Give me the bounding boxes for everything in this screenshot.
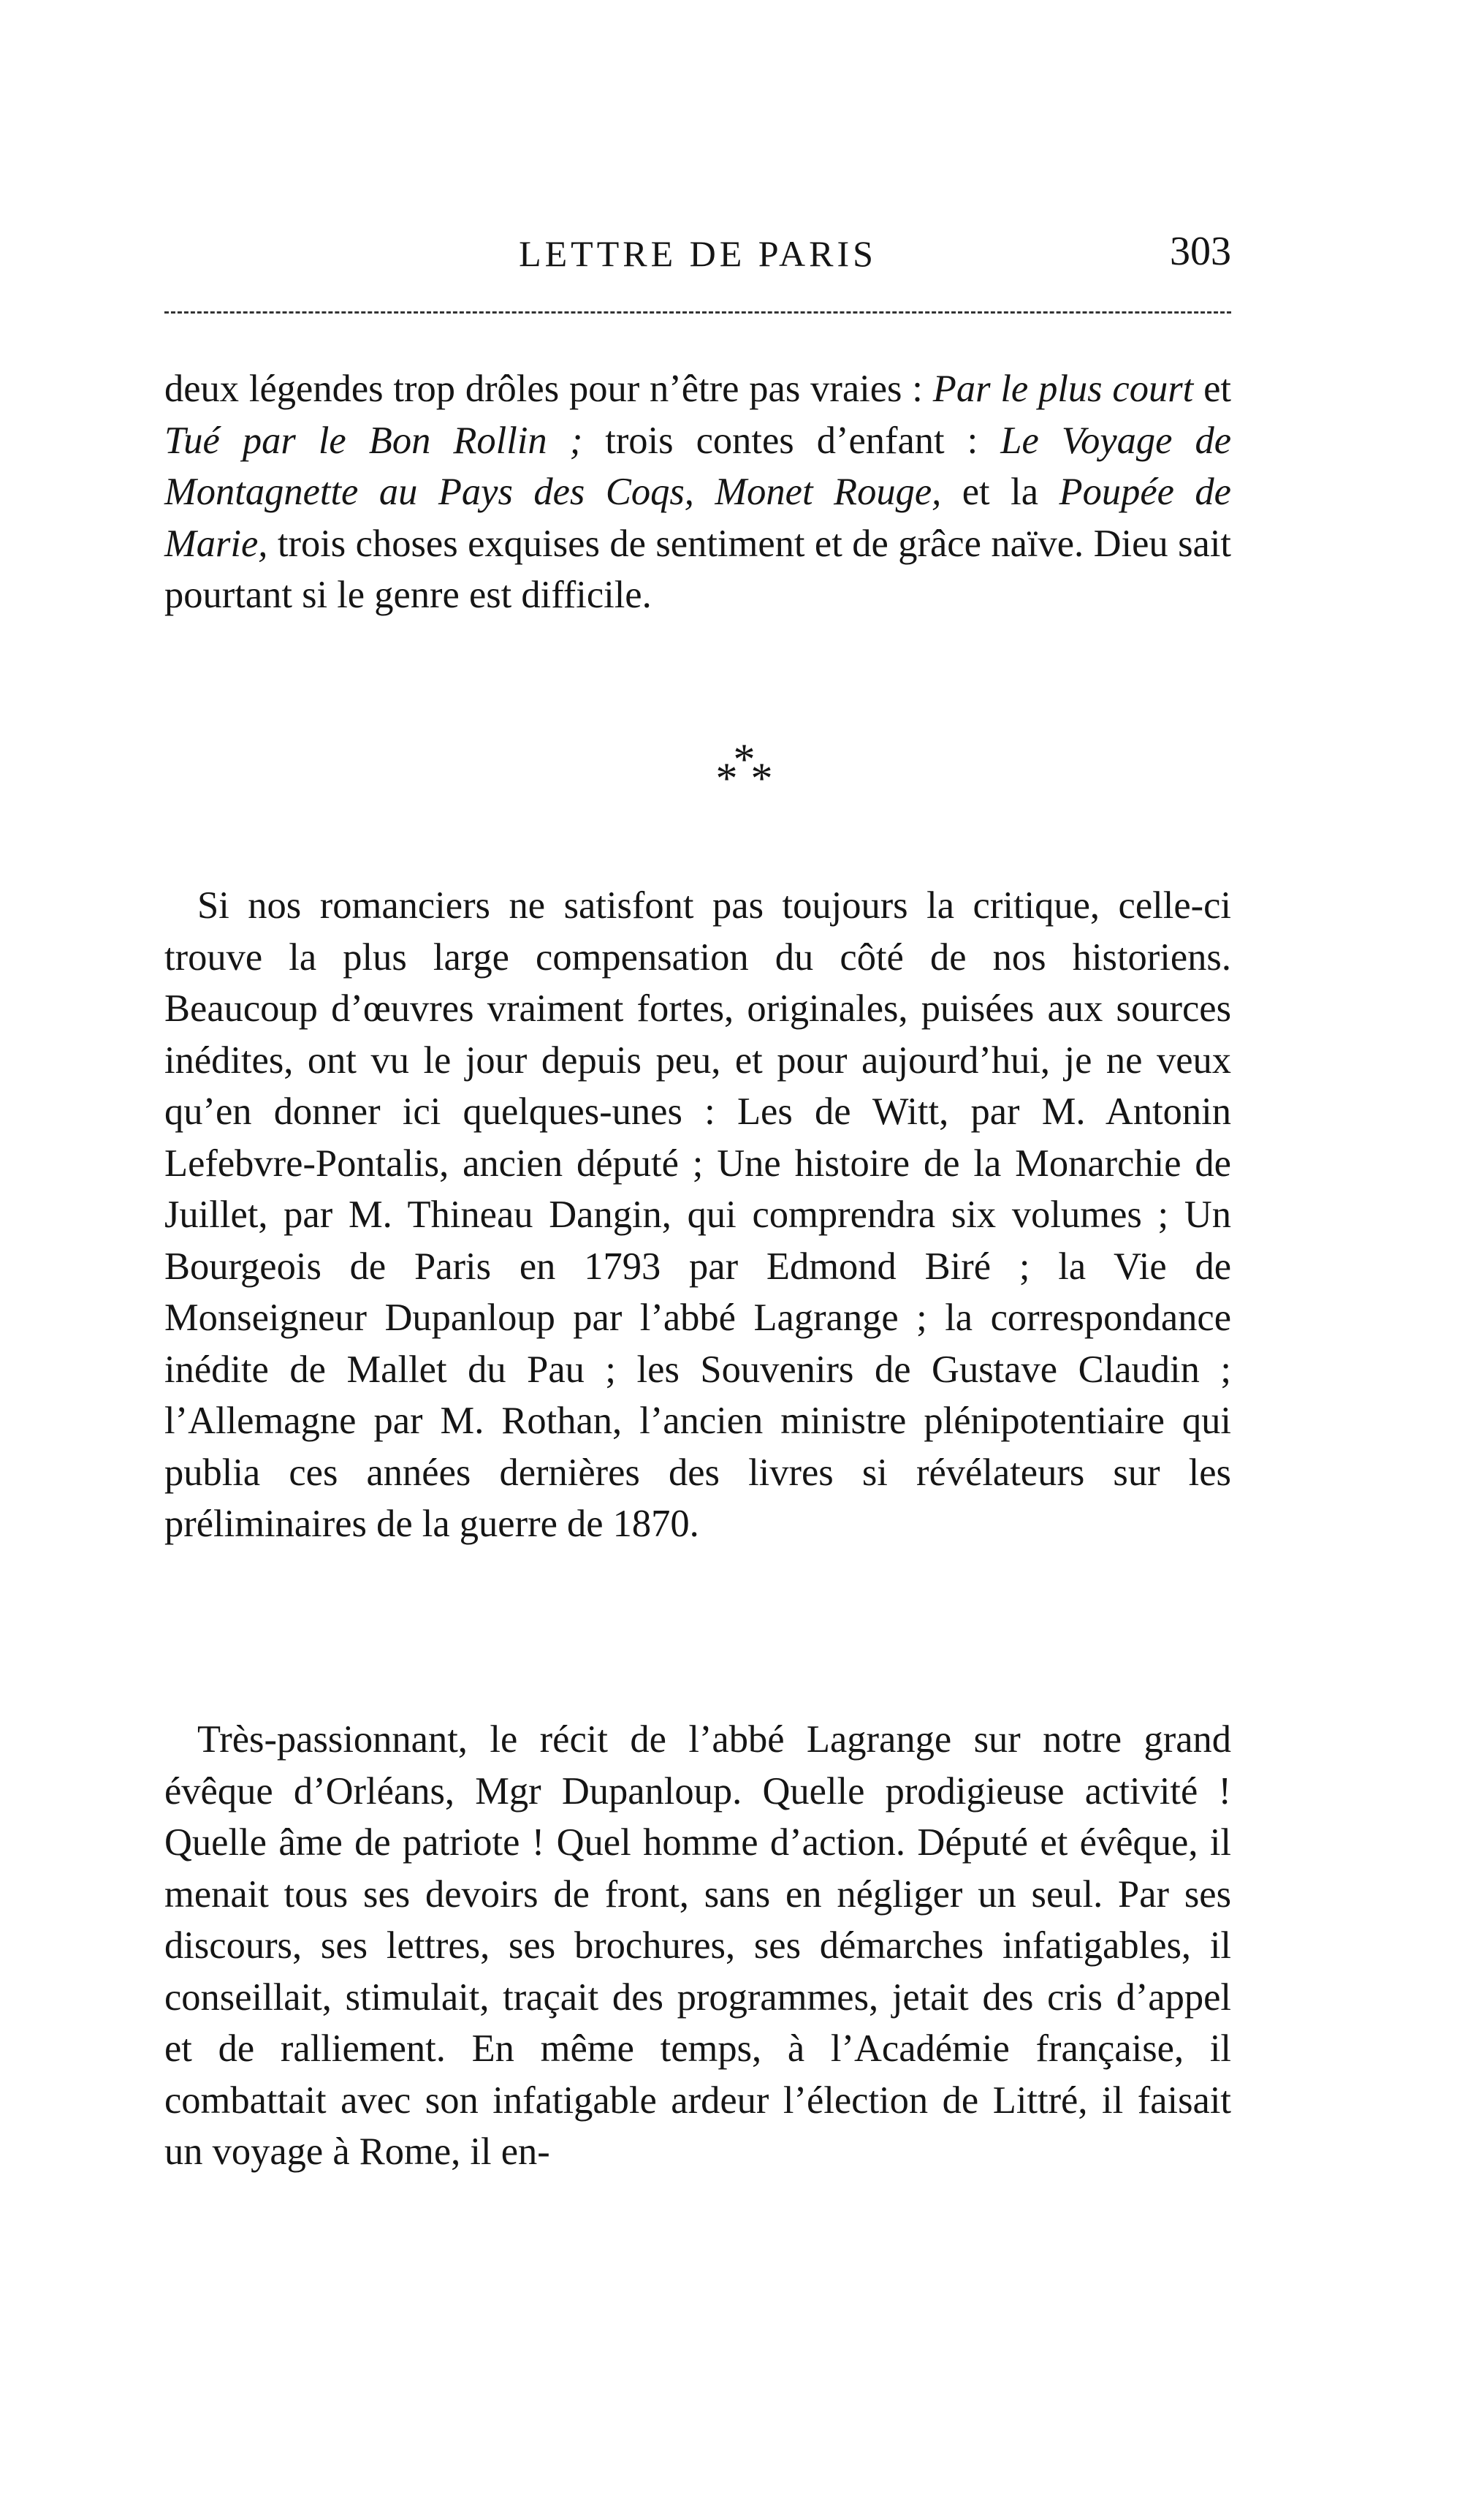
paragraph-2 bbox=[164, 880, 1231, 1550]
paragraph-1-text-b: et bbox=[1193, 368, 1231, 410]
asterism-star-right: * bbox=[750, 754, 769, 802]
paragraph-3 bbox=[164, 1714, 1231, 2178]
paragraph-1-text-d: et la bbox=[941, 471, 1059, 513]
title-tue-par-le-bon-rollin: Tué par le Bon Rollin ; bbox=[164, 419, 583, 462]
running-title: LETTRE DE PARIS bbox=[519, 233, 877, 274]
header-rule bbox=[164, 311, 1231, 314]
title-voyage-de-montagnette: Le Voyage de Montagnette au Pays des Coqs, Monet Rouge, bbox=[164, 419, 1232, 513]
paragraph-1-text-e: trois choses exquises de sentiment et de grâce naïve. Dieu sait pourtant si le genre est difficile. bbox=[164, 522, 1231, 616]
title-poupee-de-marie: Poupée de Marie, bbox=[164, 471, 1231, 565]
paragraph-2-text: Si nos romanciers ne satisfont pas toujours la critique, celle-ci trouve la plus large compensation du côté de nos historiens. Beaucoup d’œuvres vraiment fortes, originales, puisées aux sources inédites, ont vu le jour depuis peu, et pour aujourd’hui, je ne veux qu’en donner ici quelques-unes : Les de Witt, par M. Antonin Lefebvre-Pontalis, ancien député ; Une histoire de la Monarchie de Juillet, par M. Thineau Dangin, qui comprendra six volumes ; Un Bourgeois de Paris en 1793 par Edmond Biré ; la Vie de Monseigneur Dupanloup par l’abbé Lagrange ; la correspondance inédite de Mallet du Pau ; les Souvenirs de Gustave Claudin ; l’Allemagne par M. Rothan, l’ancien ministre plénipotentiaire qui publia ces années dernières des livres si révélateurs sur les préliminaires de la guerre de 1870. bbox=[164, 884, 1231, 1545]
asterism-star-top: * bbox=[733, 735, 751, 783]
paragraph-1-text-c: trois contes d’enfant : bbox=[582, 419, 1001, 462]
page-header bbox=[164, 229, 1231, 291]
paragraph-1-text-a: deux légendes trop drôles pour n’être pas vraies : bbox=[164, 368, 933, 410]
paragraph-1 bbox=[164, 363, 1231, 621]
title-par-le-plus-court: Par le plus court bbox=[932, 368, 1194, 410]
paragraph-3-text: Très-passionnant, le récit de l’abbé Lagrange sur notre grand évêque d’Orléans, Mgr Dupanloup. Quelle prodigieuse activité ! Quelle âme de patriote ! Quel homme d’action. Député et évêque, il menait tous ses devoirs de front, sans en négliger un seul. Par ses discours, ses lettres, ses brochures, ses démarches infatigables, il conseillait, stimulait, traçait des programmes, jetait des cris d’appel et de ralliement. En même temps, à l’Académie française, il combattait avec son infatigable ardeur l’élection de Littré, il faisait un voyage à Rome, il en- bbox=[164, 1718, 1231, 2173]
page-number: 303 bbox=[1170, 229, 1231, 274]
asterism-ornament bbox=[0, 735, 1484, 802]
asterism-star-left: * bbox=[715, 754, 734, 802]
